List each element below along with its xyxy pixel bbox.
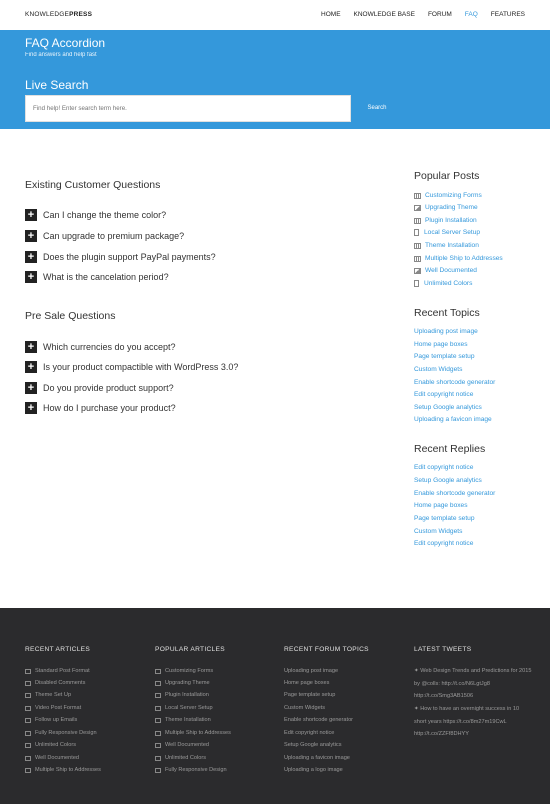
nav-faq[interactable]: FAQ	[464, 11, 478, 18]
faq-question: Do you provide product support?	[43, 383, 174, 393]
recent-reply-link[interactable]: Enable shortcode generator	[414, 490, 496, 497]
popular-post-link[interactable]	[414, 192, 482, 199]
recent-reply-link[interactable]: Home page boxes	[414, 502, 468, 509]
footer-forum-link[interactable]: Edit copyright notice	[284, 730, 335, 736]
footer-popular-link[interactable]	[155, 755, 206, 761]
popular-posts-title: Popular Posts	[414, 170, 480, 182]
footer-popular-link[interactable]	[155, 705, 213, 711]
footer-article-link[interactable]	[25, 742, 76, 748]
footer-popular-articles-title: POPULAR ARTICLES	[155, 646, 225, 653]
faq-item[interactable]	[25, 381, 174, 395]
link-label: Standard Post Format	[35, 668, 90, 674]
link-label: Disabled Comments	[35, 680, 86, 686]
faq-item[interactable]	[25, 401, 176, 415]
footer-popular-link[interactable]	[155, 692, 209, 698]
footer-forum-link[interactable]: Setup Google analytics	[284, 742, 342, 748]
image-icon	[155, 681, 161, 686]
footer-popular-link[interactable]	[155, 730, 231, 736]
document-icon	[155, 756, 161, 761]
plus-icon: +	[25, 382, 37, 394]
film-icon	[155, 718, 161, 723]
logo-text-a: KNOWLEDGE	[25, 11, 70, 18]
faq-question: Can upgrade to premium package?	[43, 231, 185, 241]
link-label: Fully Responsive Design	[35, 730, 97, 736]
twitter-bird-icon: ✦	[414, 668, 421, 674]
nav-forum[interactable]: FORUM	[427, 11, 452, 18]
footer-recent-articles-title: RECENT ARTICLES	[25, 646, 91, 653]
footer-tweets-title: LATEST TWEETS	[414, 646, 472, 653]
link-label: Customizing Forms	[165, 668, 214, 674]
popular-post-link[interactable]	[414, 255, 503, 262]
nav-home[interactable]: HOME	[321, 11, 341, 18]
plus-icon: +	[25, 341, 37, 353]
faq-question: Can I change the theme color?	[43, 210, 167, 220]
image-icon	[414, 268, 421, 274]
faq-question: What is the cancelation period?	[43, 272, 169, 282]
live-search-title: Live Search	[25, 78, 89, 92]
recent-reply-link[interactable]: Setup Google analytics	[414, 477, 482, 484]
recent-reply-link[interactable]: Edit copyright notice	[414, 540, 474, 547]
footer-forum-link[interactable]: Home page boxes	[284, 680, 330, 686]
link-label: Well Documented	[35, 755, 80, 761]
faq-item[interactable]	[25, 270, 169, 284]
page-subtitle: Find answers and help fast	[25, 52, 97, 58]
link-label: Theme Installation	[165, 717, 211, 723]
popular-post-link[interactable]	[414, 280, 472, 287]
tweet-text: Web Design Trends and Predictions for 2015 by @colls: http://t.co/N6LgtJg8 http://t.co/Smg3AB1506	[414, 668, 532, 700]
link-label: Multiple Ship to Addresses	[165, 730, 231, 736]
link-label: Theme Installation	[425, 242, 479, 249]
plus-icon: +	[25, 251, 37, 263]
footer-forum-topics-title: RECENT FORUM TOPICS	[284, 646, 369, 653]
logo-text-b: PRESS	[69, 11, 93, 18]
plus-icon: +	[25, 361, 37, 373]
recent-topic-link[interactable]: Uploading a favicon image	[414, 416, 492, 423]
page-title: FAQ Accordion	[25, 36, 106, 50]
faq-item[interactable]	[25, 360, 238, 374]
tweet[interactable]	[414, 703, 532, 741]
faq-question: How do I purchase your product?	[43, 403, 176, 413]
film-icon	[155, 669, 161, 674]
footer-article-link[interactable]	[25, 705, 81, 711]
recent-topic-link[interactable]: Custom Widgets	[414, 366, 463, 373]
footer-article-link[interactable]	[25, 730, 97, 736]
footer-article-link[interactable]	[25, 680, 85, 686]
link-label: Unlimited Colors	[165, 755, 207, 761]
recent-topics-title: Recent Topics	[414, 307, 480, 319]
tweet[interactable]	[414, 665, 532, 703]
image-icon	[25, 756, 31, 761]
film-icon	[414, 256, 421, 262]
film-icon	[25, 706, 31, 711]
link-label: Local Server Setup	[424, 229, 481, 236]
popular-post-link[interactable]	[414, 229, 480, 236]
recent-topic-link[interactable]: Setup Google analytics	[414, 404, 482, 411]
faq-item[interactable]	[25, 229, 184, 243]
link-label: Local Server Setup	[165, 705, 213, 711]
hero-banner	[0, 30, 550, 129]
plus-icon: +	[25, 271, 37, 283]
footer-popular-link[interactable]	[155, 668, 213, 674]
film-icon	[25, 768, 31, 773]
film-icon	[414, 218, 421, 224]
recent-reply-link[interactable]: Custom Widgets	[414, 528, 463, 535]
footer-forum-link[interactable]: Page template setup	[284, 692, 336, 698]
faq-question: Which currencies do you accept?	[43, 342, 176, 352]
film-icon	[155, 731, 161, 736]
document-icon	[25, 669, 31, 674]
plus-icon: +	[25, 230, 37, 242]
popular-post-link[interactable]	[414, 217, 477, 224]
faq-item[interactable]	[25, 250, 216, 264]
site-footer	[0, 608, 550, 804]
document-icon	[25, 693, 31, 698]
document-icon	[155, 706, 161, 711]
faq-item[interactable]	[25, 340, 176, 354]
site-logo[interactable]	[25, 11, 92, 18]
plus-icon: +	[25, 209, 37, 221]
footer-article-link[interactable]	[25, 717, 77, 723]
image-icon	[155, 743, 161, 748]
document-icon	[25, 743, 31, 748]
faq-item[interactable]	[25, 208, 166, 222]
nav-knowledge-base[interactable]: KNOWLEDGE BASE	[353, 11, 415, 18]
film-icon	[414, 193, 421, 199]
image-icon	[414, 205, 421, 211]
link-label: Unlimited Colors	[35, 742, 77, 748]
recent-topic-link[interactable]: Uploading post image	[414, 328, 478, 335]
link-label: Theme Set Up	[35, 692, 72, 698]
faq-question: Is your product compactible with WordPress 3.0?	[43, 362, 239, 372]
search-box	[25, 95, 351, 122]
link-label: Well Documented	[425, 267, 477, 274]
footer-popular-link[interactable]	[155, 717, 211, 723]
search-input[interactable]	[26, 96, 350, 121]
footer-forum-link[interactable]: Uploading a favicon image	[284, 755, 350, 761]
document-icon	[25, 718, 31, 723]
link-label: Multiple Ship to Addresses	[35, 767, 101, 773]
section-title-presale: Pre Sale Questions	[25, 310, 116, 322]
footer-forum-link[interactable]: Uploading a logo image	[284, 767, 343, 773]
footer-article-link[interactable]	[25, 767, 101, 773]
section-title-existing: Existing Customer Questions	[25, 179, 161, 191]
link-label: Fully Responsive Design	[165, 767, 227, 773]
recent-topic-link[interactable]: Enable shortcode generator	[414, 379, 496, 386]
link-label: Plugin Installation	[425, 217, 477, 224]
footer-popular-link[interactable]	[155, 742, 209, 748]
link-label: Upgrading Theme	[165, 680, 210, 686]
plus-icon: +	[25, 402, 37, 414]
document-icon	[414, 229, 419, 236]
popular-post-link[interactable]	[414, 204, 478, 211]
footer-forum-link[interactable]: Uploading post image	[284, 668, 339, 674]
recent-topic-link[interactable]: Page template setup	[414, 353, 475, 360]
link-label: Multiple Ship to Addresses	[425, 255, 503, 262]
link-label: Follow up Emails	[35, 717, 78, 723]
tweet-text: How to have an overnight success in 10 short years https://t.co/8m27m19CwL http://t.co/ZZFf8DHYY	[414, 706, 520, 738]
recent-reply-link[interactable]: Edit copyright notice	[414, 464, 474, 471]
popular-post-link[interactable]	[414, 242, 479, 249]
link-label: Plugin Installation	[165, 692, 209, 698]
search-button[interactable]: Search	[367, 105, 387, 111]
film-icon	[414, 243, 421, 249]
footer-popular-link[interactable]	[155, 767, 227, 773]
main-nav	[308, 11, 525, 18]
popular-post-link[interactable]	[414, 267, 477, 274]
footer-article-link[interactable]	[25, 668, 90, 674]
link-label: Upgrading Theme	[425, 204, 478, 211]
film-icon	[155, 693, 161, 698]
link-label: Customizing Forms	[425, 192, 482, 199]
nav-features[interactable]: FEATURES	[490, 11, 525, 18]
top-navbar	[0, 0, 550, 30]
image-icon	[155, 768, 161, 773]
footer-forum-link[interactable]: Enable shortcode generator	[284, 717, 354, 723]
recent-topic-link[interactable]: Home page boxes	[414, 341, 468, 348]
link-label: Unlimited Colors	[424, 280, 473, 287]
recent-reply-link[interactable]: Page template setup	[414, 515, 475, 522]
document-icon	[25, 681, 31, 686]
footer-article-link[interactable]	[25, 692, 71, 698]
recent-replies-title: Recent Replies	[414, 443, 486, 455]
link-label: Well Documented	[165, 742, 210, 748]
footer-forum-link[interactable]: Custom Widgets	[284, 705, 326, 711]
twitter-bird-icon: ✦	[414, 706, 421, 712]
footer-popular-link[interactable]	[155, 680, 210, 686]
link-label: Video Post Format	[35, 705, 82, 711]
recent-topic-link[interactable]: Edit copyright notice	[414, 391, 474, 398]
image-icon	[25, 731, 31, 736]
faq-question: Does the plugin support PayPal payments?	[43, 252, 216, 262]
document-icon	[414, 280, 419, 287]
footer-article-link[interactable]	[25, 755, 79, 761]
